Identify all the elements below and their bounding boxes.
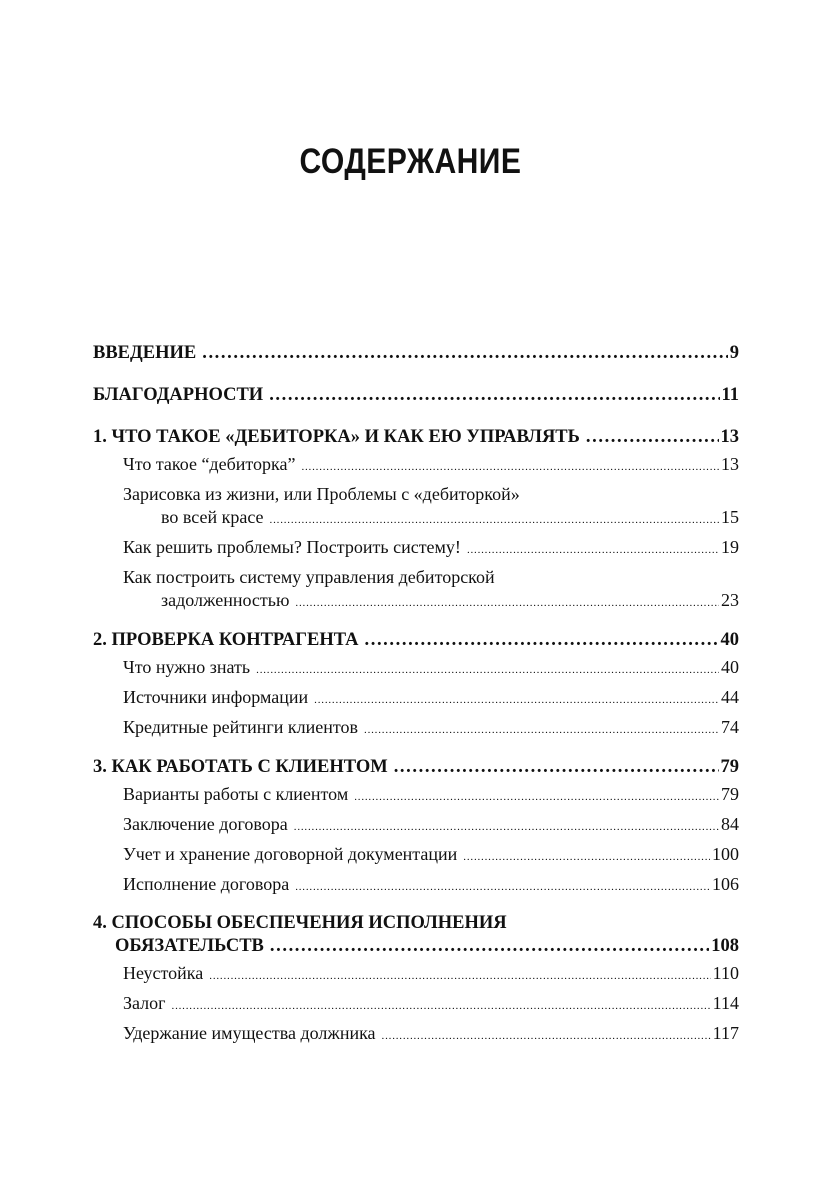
dot-leader <box>314 687 719 707</box>
toc-page-number: 84 <box>721 814 739 834</box>
toc-entry-title-continued: задолженностью <box>161 590 290 610</box>
toc-entry-title: ВВЕДЕНИЕ <box>93 343 197 363</box>
dot-leader <box>301 454 719 474</box>
dot-leader <box>394 757 719 777</box>
toc-entry-title: Учет и хранение договорной документации <box>123 844 458 864</box>
dot-leader <box>270 507 719 527</box>
toc-section[interactable] <box>93 814 739 835</box>
toc-entry-title: Как решить проблемы? Построить систему! <box>123 537 461 557</box>
toc-section[interactable] <box>93 567 739 611</box>
toc-entry-title: Зарисовка из жизни, или Проблемы с «дебиторкой» <box>123 484 520 504</box>
toc-entry-title: Неустойка <box>123 963 204 983</box>
toc-section[interactable] <box>93 1023 739 1044</box>
toc-section[interactable] <box>93 784 739 805</box>
dot-leader <box>365 630 719 650</box>
toc-page-number: 23 <box>721 590 739 610</box>
toc-page-number: 11 <box>721 385 739 405</box>
toc-entry-title: Удержание имущества должника <box>123 1023 376 1043</box>
dot-leader <box>295 874 710 894</box>
dot-leader <box>364 717 719 737</box>
toc-chapter[interactable] <box>93 385 739 406</box>
toc-page-number: 106 <box>712 874 739 894</box>
toc-page-number: 13 <box>721 454 739 474</box>
toc-entry-title: Что такое “дебиторка” <box>123 454 296 474</box>
dot-leader <box>294 814 719 834</box>
dot-leader <box>256 657 719 677</box>
toc-entry-title: 2. ПРОВЕРКА КОНТРАГЕНТА <box>93 630 359 650</box>
toc-page-number: 15 <box>721 507 739 527</box>
toc-entry-title: БЛАГОДАРНОСТИ <box>93 385 264 405</box>
dot-leader <box>209 963 710 983</box>
toc-entry-title: Исполнение договора <box>123 874 290 894</box>
toc-entry-title: 4. СПОСОБЫ ОБЕСПЕЧЕНИЯ ИСПОЛНЕНИЯ <box>93 913 507 933</box>
toc-section[interactable] <box>93 537 739 558</box>
toc-entry-title: Источники информации <box>123 687 309 707</box>
toc-entry-title: Варианты работы с клиентом <box>123 784 349 804</box>
toc-entry-title: Как построить систему управления дебиторской <box>123 567 495 587</box>
dot-leader <box>202 343 728 363</box>
toc-page-number: 74 <box>721 717 739 737</box>
dot-leader <box>382 1023 711 1043</box>
toc-section[interactable] <box>93 454 739 475</box>
toc-section[interactable] <box>93 844 739 865</box>
toc-section[interactable] <box>93 717 739 738</box>
toc-page-number: 44 <box>721 687 739 707</box>
toc-section[interactable] <box>93 963 739 984</box>
toc-page-number: 9 <box>729 343 739 363</box>
toc-page-number: 117 <box>712 1023 739 1043</box>
toc-entry-title-continued: во всей красе <box>161 507 264 527</box>
page-title: СОДЕРЖАНИЕ <box>299 142 522 181</box>
dot-leader <box>295 590 719 610</box>
toc-page-number: 13 <box>720 427 739 447</box>
toc-entry-title: Кредитные рейтинги клиентов <box>123 717 359 737</box>
toc-page-number: 40 <box>720 630 739 650</box>
table-of-contents <box>93 339 739 1044</box>
dot-leader <box>270 936 709 956</box>
toc-page-number: 114 <box>712 993 739 1013</box>
toc-section[interactable] <box>93 687 739 708</box>
toc-chapter[interactable] <box>93 913 739 957</box>
toc-chapter[interactable] <box>93 757 739 778</box>
toc-page-number: 110 <box>712 963 739 983</box>
dot-leader <box>269 385 719 405</box>
toc-section[interactable] <box>93 874 739 895</box>
dot-leader <box>172 993 711 1013</box>
toc-entry-title-continued: ОБЯЗАТЕЛЬСТВ <box>115 936 264 956</box>
toc-section[interactable] <box>93 484 739 528</box>
toc-chapter[interactable] <box>93 343 739 364</box>
toc-chapter[interactable] <box>93 427 739 448</box>
toc-page-number: 100 <box>712 844 739 864</box>
dot-leader <box>354 784 719 804</box>
toc-page-number: 19 <box>721 537 739 557</box>
toc-section[interactable] <box>93 657 739 678</box>
toc-entry-title: Что нужно знать <box>123 657 251 677</box>
toc-entry-title: 3. КАК РАБОТАТЬ С КЛИЕНТОМ <box>93 757 388 777</box>
dot-leader <box>463 844 710 864</box>
toc-entry-title: 1. ЧТО ТАКОЕ «ДЕБИТОРКА» И КАК ЕЮ УПРАВЛЯТЬ <box>93 427 580 447</box>
toc-entry-title: Залог <box>123 993 166 1013</box>
toc-section[interactable] <box>93 993 739 1014</box>
toc-page-number: 79 <box>721 784 739 804</box>
toc-chapter[interactable] <box>93 630 739 651</box>
dot-leader <box>586 427 719 447</box>
toc-entry-title: Заключение договора <box>123 814 288 834</box>
toc-page-number: 108 <box>711 936 739 956</box>
toc-page-number: 40 <box>721 657 739 677</box>
toc-page-number: 79 <box>720 757 739 777</box>
dot-leader <box>467 537 719 557</box>
